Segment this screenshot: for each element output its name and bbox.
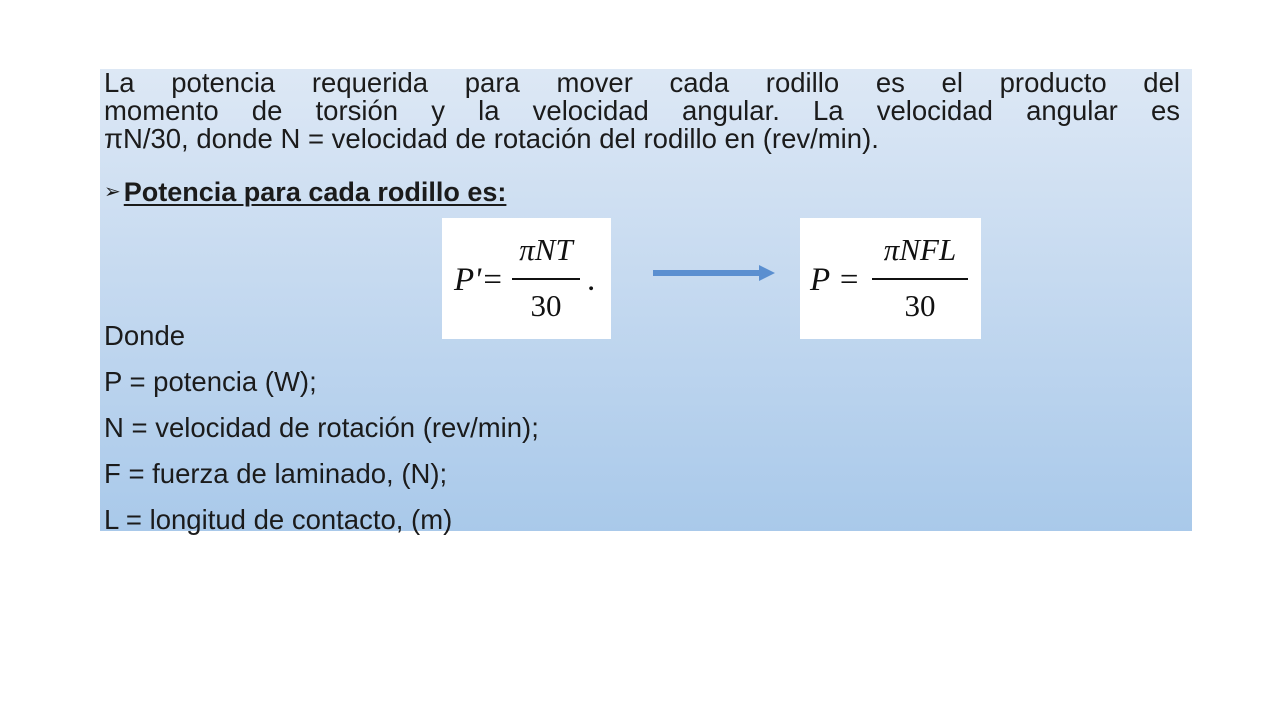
paragraph-line-2: momento de torsión y la velocidad angular. La velocidad angular es bbox=[104, 95, 1180, 126]
equation1-period: . bbox=[587, 262, 596, 298]
heading-title: Potencia para cada rodillo es: bbox=[123, 177, 507, 207]
content-panel bbox=[100, 67, 1192, 535]
equation1-lhs: P'= bbox=[454, 262, 504, 298]
definition-item-l: L = longitud de contacto, (m) bbox=[104, 504, 453, 535]
definition-item-f: F = fuerza de laminado, (N); bbox=[104, 458, 448, 489]
section-heading bbox=[104, 176, 506, 208]
equation2-numerator: πNFL bbox=[883, 232, 957, 267]
equation2-lhs: P = bbox=[810, 262, 861, 298]
definition-item-p: P = potencia (W); bbox=[104, 366, 317, 397]
equation-power-force bbox=[800, 218, 981, 339]
definition-item-n: N = velocidad de rotación (rev/min); bbox=[104, 412, 539, 443]
intro-paragraph bbox=[104, 69, 1180, 153]
equation2-denominator: 30 bbox=[904, 288, 936, 323]
paragraph-line-3: πN/30, donde N = velocidad de rotación del rodillo en (rev/min). bbox=[104, 123, 879, 154]
equation1-numerator: πNT bbox=[519, 232, 573, 267]
definitions-list bbox=[104, 313, 539, 543]
equation1-denominator: 30 bbox=[530, 288, 562, 323]
definitions-intro: Donde bbox=[104, 320, 186, 351]
paragraph-line-1: La potencia requerida para mover cada rodillo es el producto del bbox=[104, 67, 1180, 98]
equation1-fraction-bar bbox=[512, 278, 580, 280]
equation2-fraction-bar bbox=[872, 278, 968, 280]
arrowhead-bullet-icon: ➢ bbox=[104, 181, 121, 203]
right-arrow-icon bbox=[653, 265, 775, 281]
